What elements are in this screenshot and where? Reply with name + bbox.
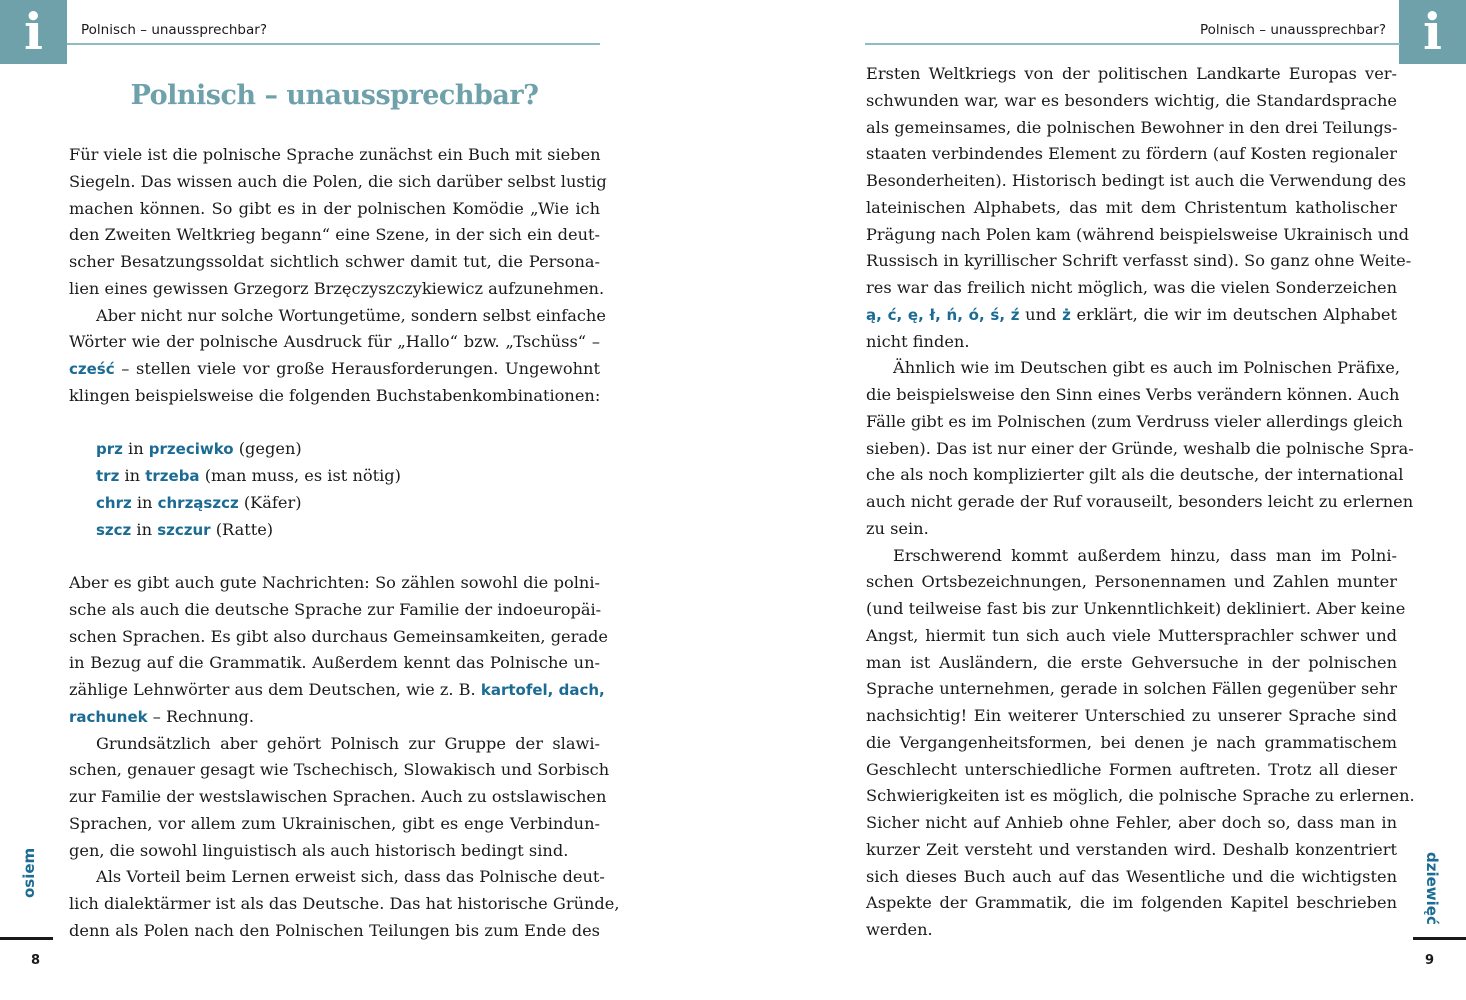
text-line: schen Sprachen. Es gibt also durchaus Gemeinsamkeiten, gerade [69, 626, 608, 646]
text-line: denn als Polen nach den Polnischen Teilungen bis zum Ende des [69, 920, 600, 940]
text-line [866, 302, 1397, 329]
text-line: schwunden war, war es besonders wichtig, die Standardsprache [866, 90, 1397, 110]
loanword: rachunek [69, 707, 148, 726]
text-line: schen Ortsbezeichnungen, Personennamen und Zahlen munter [866, 572, 1397, 592]
running-head: Polnisch – unaussprechbar? [81, 22, 267, 38]
text-line: staaten verbindendes Element zu fördern (auf Kosten regionaler [866, 144, 1397, 164]
text-fragment: – Rechnung. [147, 706, 255, 726]
text-line: Ersten Weltkriegs von der politischen Landkarte Europas ver- [866, 64, 1397, 83]
text-line: Aspekte der Grammatik, die im folgenden Kapitel beschrieben [866, 893, 1397, 913]
text-line: werden. [866, 920, 933, 939]
text-fragment: erklärt, die wir im deutschen Alphabet [1070, 304, 1397, 324]
translation: (Käfer) [238, 492, 302, 512]
text-fragment: in [119, 466, 146, 485]
text-line: Aber nicht nur solche Wortungetüme, sondern selbst einfache [96, 305, 606, 325]
text-line: sich dieses Buch auch auf das Wesentliche und die wichtigsten [866, 866, 1397, 886]
info-icon-box [0, 0, 67, 64]
info-icon: i [1423, 2, 1442, 61]
text-line: Besonderheiten). Historisch bedingt ist auch die Verwendung des [866, 171, 1407, 190]
translation: (gegen) [233, 439, 302, 459]
text-line: zu sein. [866, 518, 929, 538]
special-character: ż [1062, 305, 1071, 324]
text-line: zur Familie der westslawischen Sprachen. Auch zu ostslawischen [69, 787, 607, 806]
combination-item [69, 490, 600, 517]
letter-cluster: szcz [96, 520, 132, 539]
text-fragment: in [131, 519, 158, 539]
footer-rule [1413, 937, 1466, 940]
text-line: gen, die sowohl linguistisch als auch historisch bedingt sind. [69, 840, 569, 860]
translation: (Ratte) [210, 519, 274, 539]
letter-cluster: trz [96, 467, 120, 485]
letter-cluster: prz [96, 440, 123, 459]
polish-word: szczur [157, 520, 211, 539]
text-line: Siegeln. Das wissen auch die Polen, die sich darüber selbst lustig [69, 171, 607, 191]
translation: (man muss, es ist nötig) [199, 466, 401, 485]
text-line: Sprache unternehmen, gerade in solchen Fällen gegenüber sehr [866, 679, 1397, 699]
text-line [69, 704, 600, 731]
loanwords: kartofel, dach, [480, 681, 605, 699]
text-line: Wörter wie der polnische Ausdruck für „Hallo“ bzw. „Tschüss“ – [69, 332, 600, 352]
text-line: Angst, hiermit tun sich auch viele Muttersprachler schwer und [866, 625, 1397, 645]
text-line: die Vergangenheitsformen, bei denen je nach grammatischem [866, 732, 1397, 752]
text-fragment: und [1019, 304, 1063, 324]
footer-rule [0, 937, 53, 940]
page-number-word: dziewięć [1423, 852, 1441, 925]
spacer [69, 543, 600, 570]
text-line: in Bezug auf die Grammatik. Außerdem kennt das Polnische un- [69, 653, 600, 673]
combination-item [69, 436, 600, 463]
text-line: Russisch in kyrillischer Schrift verfasst sind). So ganz ohne Weite- [866, 251, 1412, 271]
text-line: Sprachen, vor allem zum Ukrainischen, gibt es enge Verbindun- [69, 813, 600, 833]
text-line: Erschwerend kommt außerdem hinzu, dass man im Polni- [893, 545, 1397, 565]
combination-item [69, 517, 600, 544]
text-line [69, 356, 600, 383]
text-line [69, 677, 605, 704]
text-line: die beispielsweise den Sinn eines Verbs verändern können. Auch [866, 385, 1400, 404]
text-line: Prägung nach Polen kam (während beispielsweise Ukrainisch und [866, 224, 1409, 244]
text-fragment: in [131, 492, 158, 512]
text-line: kurzer Zeit versteht und verstanden wird. Deshalb konzentriert [866, 839, 1397, 859]
text-fragment: – stellen viele vor große Herausforderungen. Ungewohnt [114, 359, 600, 378]
text-line: Sicher nicht auf Anhieb ohne Fehler, aber doch so, dass man in [866, 813, 1397, 832]
right-page [733, 0, 1466, 1000]
text-line: Fälle gibt es im Polnischen (zum Verdruss vieler allerdings gleich [866, 411, 1403, 431]
header-rule [865, 43, 1400, 45]
left-body-text [69, 142, 620, 945]
text-line: lateinischen Alphabets, das mit dem Christentum katholischer [866, 197, 1397, 217]
text-line: schen, genauer gesagt wie Tschechisch, Slowakisch und Sorbisch [69, 760, 610, 780]
combination-item [69, 463, 600, 490]
text-line: man ist Ausländern, die erste Gehversuche in der polnischen [866, 652, 1397, 672]
polish-word: przeciwko [148, 440, 234, 459]
text-line: scher Besatzungssoldat sichtlich schwer damit tut, die Persona- [69, 252, 600, 271]
polish-word: chrząszcz [157, 493, 239, 512]
page-number-word: osiem [20, 847, 38, 898]
letter-cluster: chrz [96, 493, 132, 512]
right-body-text [866, 61, 1415, 944]
polish-keyword: cześć [69, 360, 115, 378]
text-line: Als Vorteil beim Lernen erweist sich, dass das Polnische deut- [96, 867, 605, 887]
header-rule [67, 43, 600, 45]
text-line: nicht finden. [866, 331, 970, 351]
text-line: Für viele ist die polnische Sprache zunächst ein Buch mit sieben [69, 145, 601, 164]
chapter-title: Polnisch – unaussprechbar? [130, 80, 539, 111]
text-line: che als noch komplizierter gilt als die deutsche, der international [866, 465, 1404, 485]
text-line: als gemeinsames, die polnischen Bewohner in den drei Teilungs- [866, 117, 1398, 137]
text-line: auch nicht gerade der Ruf vorauseilt, besonders leicht zu erlernen [866, 492, 1414, 511]
text-line: Aber es gibt auch gute Nachrichten: So zählen sowohl die polni- [69, 573, 600, 592]
page-number: 8 [31, 953, 41, 968]
info-icon-box [1399, 0, 1466, 64]
polish-word: trzeba [145, 467, 200, 485]
running-head: Polnisch – unaussprechbar? [1200, 22, 1386, 38]
text-line: nachsichtig! Ein weiterer Unterschied zu unserer Sprache sind [866, 706, 1397, 725]
text-line: sche als auch die deutsche Sprache zur Familie der indoeuropäi- [69, 599, 602, 619]
text-line: Schwierigkeiten ist es möglich, die polnische Sprache zu erlernen. [866, 786, 1415, 806]
text-line: machen können. So gibt es in der polnischen Komödie „Wie ich [69, 198, 600, 218]
text-line: klingen beispielsweise die folgenden Buchstabenkombinationen: [69, 385, 601, 405]
spacer [69, 410, 600, 437]
text-fragment: zählige Lehnwörter aus dem Deutschen, wie z. B. [69, 680, 481, 699]
info-icon: i [24, 2, 43, 61]
page-number: 9 [1425, 953, 1435, 968]
text-line: lich dialektärmer ist als das Deutsche. Das hat historische Gründe, [69, 894, 620, 913]
text-line: lien eines gewissen Grzegorz Brzęczyszczykiewicz aufzunehmen. [69, 278, 605, 298]
text-line: res war das freilich nicht möglich, was die vielen Sonderzeichen [866, 278, 1397, 297]
text-line: Ähnlich wie im Deutschen gibt es auch im Polnischen Präfixe, [893, 358, 1401, 378]
text-line: Geschlecht unterschiedliche Formen auftreten. Trotz all dieser [866, 759, 1397, 779]
special-characters: ą, ć, ę, ł, ń, ó, ś, ź [866, 305, 1020, 324]
text-line: (und teilweise fast bis zur Unkenntlichkeit) dekliniert. Aber keine [866, 599, 1406, 618]
text-line: Grundsätzlich aber gehört Polnisch zur Gruppe der slawi- [96, 733, 600, 753]
text-fragment: in [122, 439, 149, 459]
text-line: sieben). Das ist nur einer der Gründe, weshalb die polnische Spra- [866, 438, 1414, 458]
text-line: den Zweiten Weltkrieg begann“ eine Szene, in der sich ein deut- [69, 225, 600, 245]
